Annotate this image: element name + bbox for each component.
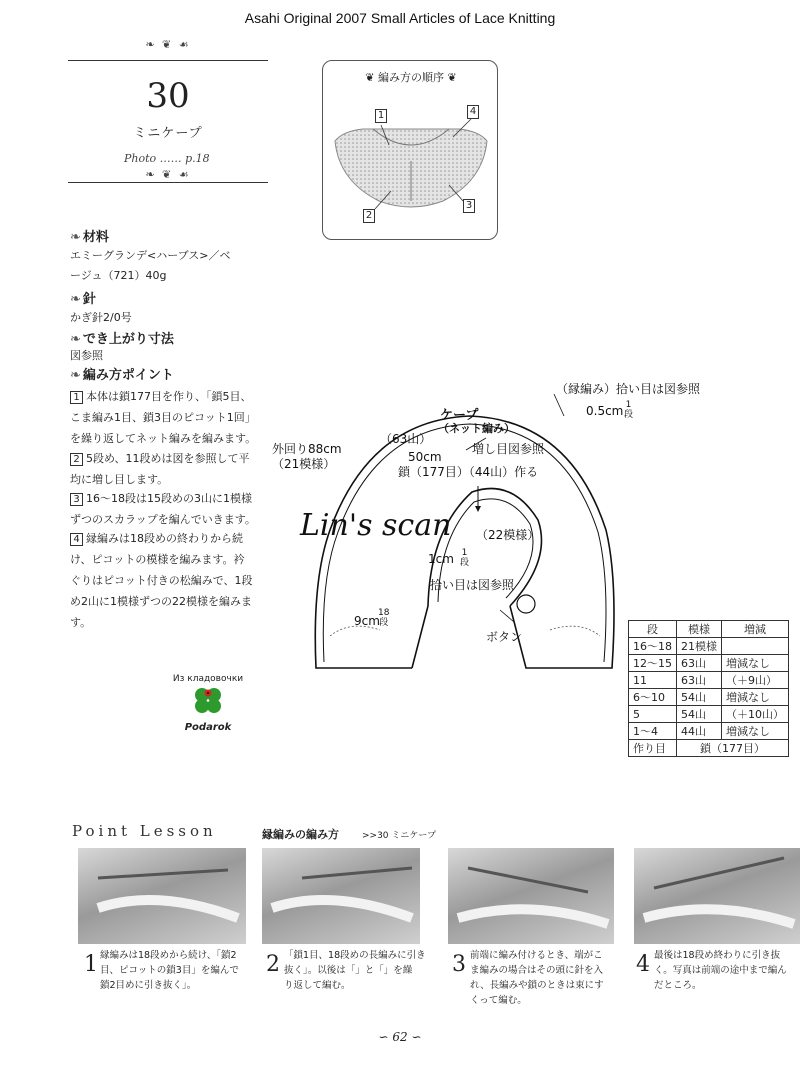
crochet-hook-icon: [78, 848, 246, 944]
lesson-step-text: 最後は18段め終わりに引き抜 く。写真は前端の途中まで編ん だところ。: [654, 950, 787, 991]
mountain-count-label: （63山）: [380, 432, 432, 446]
button-label: ボタン: [486, 630, 523, 644]
table-row: 1〜4 44山 増減なし: [629, 723, 789, 740]
lesson-subtitle: 縁編みの編み方: [262, 828, 339, 841]
outer-circumference-label: 外回り88cm （21模様）: [272, 442, 342, 471]
lesson-title: Point Lesson: [72, 822, 217, 840]
edge-label: （縁編み）拾い目は図参照: [556, 382, 701, 396]
table-row: 11 63山 （＋9山）: [629, 672, 789, 689]
needle-text: かぎ針2/0号: [70, 311, 132, 324]
materials-heading: ❧ 材料: [70, 230, 109, 245]
leaf-icon: ❧: [70, 368, 81, 383]
lesson-reference: >>30 ミニケープ: [362, 831, 436, 841]
order-label-1: 1: [375, 109, 387, 123]
cape-illustration: [323, 61, 499, 241]
lesson-step-number: 4: [636, 952, 650, 977]
order-diagram-title: ❦ 編み方の順序 ❦: [365, 71, 457, 84]
lesson-step-text: 前端に編み付けるとき、端がこ ま編みの場合はその頭に針を入 れ、長編みや鎖のときは束にす くって編む。: [470, 950, 604, 1006]
lesson-photo-3: [448, 848, 614, 944]
watermark: Lin's scan: [300, 508, 452, 543]
lesson-step-number: 3: [452, 952, 466, 977]
leaf-icon: ❧: [70, 332, 81, 347]
title-block: [68, 38, 268, 194]
table-footer-row: 作り目 鎖（177目）: [629, 740, 789, 757]
ornament-top-icon: ❧ ❦ ☙: [145, 38, 191, 51]
lesson-step-number: 1: [84, 952, 98, 977]
inner-chain-label: 50cm 鎖（177目）（44山）作る: [398, 450, 539, 479]
lesson-step-text: 縁編みは18段めから続け、「鎖2 目、ピコットの鎖3目」を編んで 鎖2目めに引き抜く」。: [100, 950, 239, 991]
clover-icon: [191, 684, 225, 718]
lesson-photo-1: [78, 848, 246, 944]
materials-text: エミーグランデ<ハーブス>／ベ ージュ（721）40g: [70, 249, 231, 282]
diagram-subtitle: （ネット編み）: [438, 422, 515, 435]
points-heading: ❧ 編み方ポイント: [70, 368, 174, 383]
photo-reference: Photo …… p.18: [124, 152, 210, 165]
point-step-4: 4 縁編みは18段めの終わりから続 け、ピコットの模様を編みます。衿 ぐりはピコット付きの松編みで、1段 め2山に1模様ずつの22模様を編みま す。: [70, 532, 253, 629]
edge-width-label: 0.5cm: [586, 404, 624, 418]
page-number: ∽ 62 ∽: [378, 1030, 422, 1044]
crochet-hook-icon: [634, 848, 800, 944]
title-rule-bottom: [68, 182, 268, 183]
pattern-name: ミニケープ: [133, 126, 203, 141]
diagram-title: ケープ: [440, 408, 479, 423]
side-size-label: 9cm: [354, 614, 380, 628]
title-rule-top: [68, 60, 268, 61]
increase-label: 増し目図参照: [472, 442, 545, 456]
needle-heading: ❧ 針: [70, 292, 96, 307]
leaf-icon: ❧: [70, 292, 81, 307]
neck-size-label: 1cm: [428, 552, 454, 566]
point-step-2: 2 5段め、11段めは図を参照して平 均に増し目します。: [70, 452, 250, 486]
table-row: 6〜10 54山 増減なし: [629, 689, 789, 706]
neck-rows-label: 1 段: [460, 548, 470, 568]
lesson-step-text: 「鎖1目、18段めの長編みに引き 抜く」。以後は「」と「」を繰 り返して編む。: [284, 950, 426, 991]
size-heading: ❧ でき上がり寸法: [70, 332, 174, 347]
lesson-photo-4: [634, 848, 800, 944]
order-label-3: 3: [463, 199, 475, 213]
size-text: 図参照: [70, 349, 103, 362]
table-header-row: 段 模様 増減: [629, 621, 789, 638]
neck-pickup-label: 拾い目は図参照: [430, 578, 515, 592]
crochet-hook-icon: [448, 848, 614, 944]
edge-rows-label: 1 段: [624, 400, 634, 420]
order-diagram: [322, 60, 498, 240]
logo: Из кладовочки Podarok: [172, 674, 244, 733]
lesson-step-number: 2: [266, 952, 280, 977]
table-row: 16〜18 21模様: [629, 638, 789, 655]
order-label-4: 4: [467, 105, 479, 119]
side-rows-label: 18 段: [378, 608, 390, 628]
stitch-table: [628, 620, 789, 757]
table-row: 12〜15 63山 増減なし: [629, 655, 789, 672]
order-label-2: 2: [363, 209, 375, 223]
ornament-bottom-icon: ❧ ❦ ☙: [145, 168, 191, 181]
lesson-photo-2: [262, 848, 420, 944]
page-header: Asahi Original 2007 Small Articles of Lace Knitting: [244, 10, 556, 26]
pattern-number: 30: [146, 76, 190, 116]
table-row: 5 54山 （＋10山）: [629, 706, 789, 723]
crochet-hook-icon: [262, 848, 420, 944]
leaf-icon: ❧: [70, 230, 81, 245]
point-step-3: 3 16〜18段は15段めの3山に1模様 ずつのスカラップを編んでいきます。: [70, 492, 256, 526]
point-step-1: 1 本体は鎖177目を作り、「鎖5目、 こま編み1目、鎖3目のピコット1回」 を繰り返してネット編みを編みます。: [70, 390, 257, 445]
neck-pattern-label: （22模様）: [476, 528, 540, 542]
